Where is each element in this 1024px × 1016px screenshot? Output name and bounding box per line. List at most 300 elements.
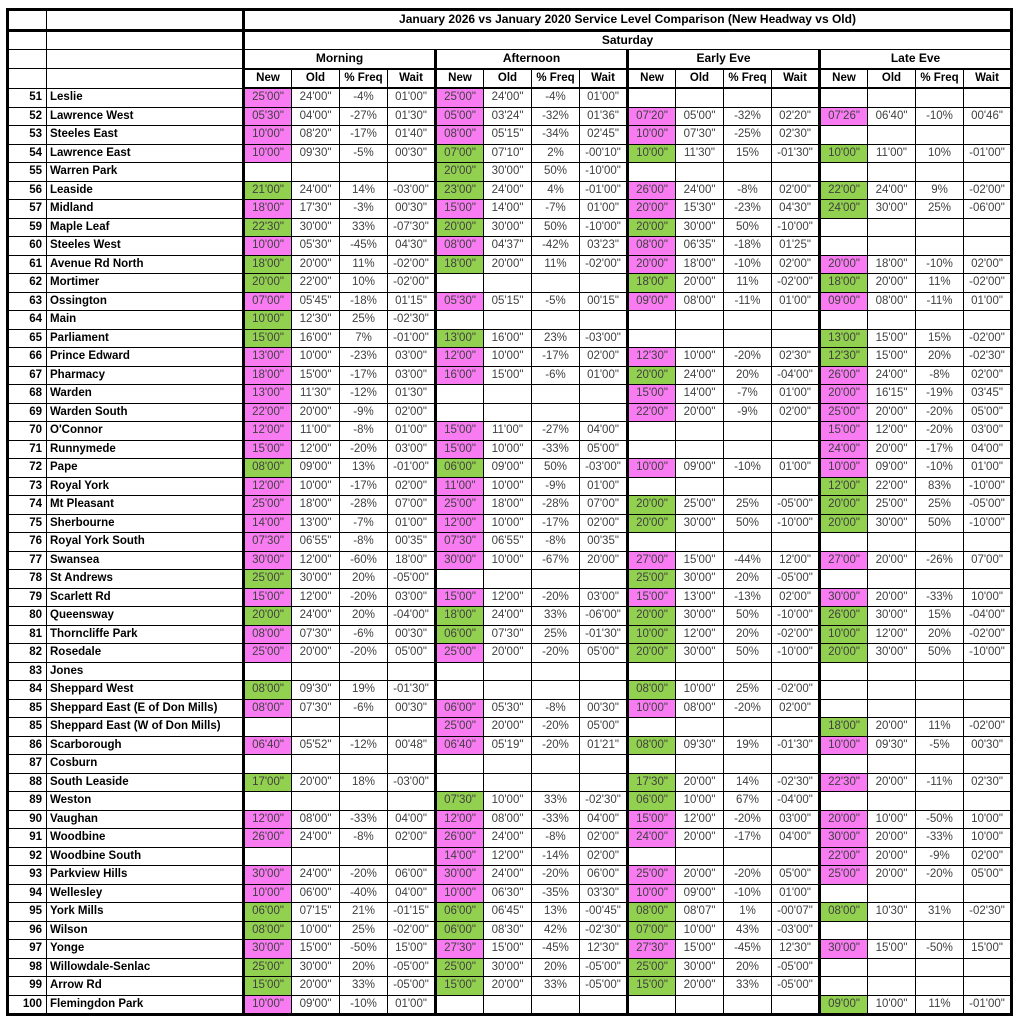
route-number: 66 xyxy=(8,348,47,367)
cell-late-eve-old: 20'00" xyxy=(868,440,916,459)
cell-afternoon-old xyxy=(484,570,532,589)
cell-afternoon-new: 20'00" xyxy=(436,163,484,182)
cell-afternoon-wait: 00'30" xyxy=(580,699,628,718)
cell-late-eve-new: 30'00" xyxy=(820,588,868,607)
cell-early-eve-freq: -10% xyxy=(724,884,772,903)
cell-early-eve-new: 10'00" xyxy=(628,884,676,903)
route-number: 82 xyxy=(8,644,47,663)
route-number: 92 xyxy=(8,847,47,866)
measure-header-late-eve-wait: Wait xyxy=(964,69,1012,89)
cell-early-eve-old: 18'00" xyxy=(676,255,724,274)
cell-early-eve-freq: 50% xyxy=(724,514,772,533)
cell-early-eve-freq xyxy=(724,995,772,1015)
cell-afternoon-old: 24'00" xyxy=(484,88,532,107)
cell-morning-freq: -23% xyxy=(340,348,388,367)
route-number: 85 xyxy=(8,699,47,718)
cell-afternoon-freq xyxy=(532,773,580,792)
title-row xyxy=(8,10,1012,31)
cell-late-eve-freq: -20% xyxy=(916,403,964,422)
cell-afternoon-freq: 23% xyxy=(532,329,580,348)
cell-late-eve-old: 06'40" xyxy=(868,107,916,126)
cell-morning-wait: 00'30" xyxy=(388,625,436,644)
cell-late-eve-new: 27'00" xyxy=(820,551,868,570)
cell-afternoon-wait: 00'35" xyxy=(580,533,628,552)
measure-header-late-eve-old: Old xyxy=(868,69,916,89)
cell-late-eve-new xyxy=(820,311,868,330)
cell-afternoon-freq: -20% xyxy=(532,718,580,737)
cell-afternoon-old: 20'00" xyxy=(484,977,532,996)
cell-afternoon-wait xyxy=(580,570,628,589)
cell-late-eve-freq xyxy=(916,88,964,107)
cell-late-eve-wait: 05'00" xyxy=(964,866,1012,885)
cell-late-eve-wait: 00'30" xyxy=(964,736,1012,755)
service-level-table xyxy=(6,8,1013,1016)
route-number: 69 xyxy=(8,403,47,422)
cell-late-eve-new xyxy=(820,921,868,940)
cell-early-eve-old: 13'00" xyxy=(676,588,724,607)
corner-cell xyxy=(8,69,47,89)
cell-morning-freq xyxy=(340,718,388,737)
cell-morning-wait: 03'00" xyxy=(388,348,436,367)
cell-afternoon-freq: -14% xyxy=(532,847,580,866)
cell-morning-old: 20'00" xyxy=(292,977,340,996)
route-number: 52 xyxy=(8,107,47,126)
route-row xyxy=(8,126,1012,145)
cell-early-eve-new: 15'00" xyxy=(628,810,676,829)
cell-morning-new xyxy=(244,755,292,774)
cell-morning-freq: -8% xyxy=(340,829,388,848)
cell-morning-old: 12'00" xyxy=(292,588,340,607)
route-row xyxy=(8,847,1012,866)
cell-late-eve-new: 24'00" xyxy=(820,200,868,219)
cell-afternoon-new: 06'00" xyxy=(436,459,484,478)
cell-late-eve-wait: -10'00" xyxy=(964,644,1012,663)
cell-afternoon-new: 06'00" xyxy=(436,699,484,718)
route-row xyxy=(8,903,1012,922)
cell-early-eve-old xyxy=(676,847,724,866)
route-name: York Mills xyxy=(47,903,244,922)
cell-early-eve-new: 08'00" xyxy=(628,681,676,700)
cell-afternoon-wait: 04'00" xyxy=(580,422,628,441)
route-number: 86 xyxy=(8,736,47,755)
cell-afternoon-freq: 13% xyxy=(532,903,580,922)
cell-afternoon-wait: 01'36" xyxy=(580,107,628,126)
cell-late-eve-new: 20'00" xyxy=(820,644,868,663)
cell-late-eve-new xyxy=(820,681,868,700)
cell-afternoon-old: 12'00" xyxy=(484,588,532,607)
cell-morning-new: 30'00" xyxy=(244,940,292,959)
route-row xyxy=(8,755,1012,774)
cell-early-eve-new: 10'00" xyxy=(628,144,676,163)
cell-morning-freq: 33% xyxy=(340,218,388,237)
cell-afternoon-wait: 06'00" xyxy=(580,866,628,885)
cell-early-eve-old: 10'00" xyxy=(676,348,724,367)
cell-afternoon-old: 30'00" xyxy=(484,958,532,977)
cell-late-eve-new: 20'00" xyxy=(820,496,868,515)
cell-late-eve-old: 24'00" xyxy=(868,366,916,385)
cell-morning-old: 07'30" xyxy=(292,625,340,644)
route-number: 56 xyxy=(8,181,47,200)
cell-afternoon-old: 03'24" xyxy=(484,107,532,126)
cell-early-eve-freq: 67% xyxy=(724,792,772,811)
cell-afternoon-new: 06'00" xyxy=(436,625,484,644)
cell-late-eve-new xyxy=(820,958,868,977)
cell-afternoon-old: 18'00" xyxy=(484,496,532,515)
cell-afternoon-wait: 05'00" xyxy=(580,644,628,663)
cell-late-eve-wait xyxy=(964,237,1012,256)
cell-late-eve-wait xyxy=(964,884,1012,903)
cell-afternoon-freq: 50% xyxy=(532,163,580,182)
cell-early-eve-new xyxy=(628,311,676,330)
cell-early-eve-new xyxy=(628,163,676,182)
cell-late-eve-freq xyxy=(916,311,964,330)
cell-morning-wait: -03'00" xyxy=(388,181,436,200)
cell-early-eve-new xyxy=(628,477,676,496)
cell-morning-old: 30'00" xyxy=(292,958,340,977)
cell-early-eve-freq xyxy=(724,440,772,459)
cell-early-eve-wait: -02'00" xyxy=(772,625,820,644)
cell-late-eve-wait xyxy=(964,311,1012,330)
cell-late-eve-freq xyxy=(916,699,964,718)
cell-late-eve-wait: -02'00" xyxy=(964,181,1012,200)
cell-late-eve-wait: -02'30" xyxy=(964,903,1012,922)
cell-late-eve-old: 20'00" xyxy=(868,773,916,792)
cell-late-eve-old xyxy=(868,921,916,940)
cell-morning-old: 20'00" xyxy=(292,255,340,274)
cell-morning-new: 12'00" xyxy=(244,477,292,496)
cell-afternoon-wait: -02'00" xyxy=(580,255,628,274)
cell-late-eve-wait xyxy=(964,88,1012,107)
route-row xyxy=(8,477,1012,496)
cell-afternoon-freq xyxy=(532,995,580,1015)
cell-early-eve-old xyxy=(676,88,724,107)
cell-morning-freq: 7% xyxy=(340,329,388,348)
cell-early-eve-old xyxy=(676,329,724,348)
cell-morning-old xyxy=(292,847,340,866)
cell-early-eve-freq xyxy=(724,329,772,348)
cell-late-eve-wait: 01'00" xyxy=(964,459,1012,478)
cell-morning-freq: -45% xyxy=(340,237,388,256)
route-number: 70 xyxy=(8,422,47,441)
cell-late-eve-freq xyxy=(916,681,964,700)
cell-late-eve-new: 20'00" xyxy=(820,810,868,829)
route-row xyxy=(8,866,1012,885)
cell-early-eve-new: 24'00" xyxy=(628,829,676,848)
cell-morning-wait: 00'30" xyxy=(388,144,436,163)
cell-late-eve-freq xyxy=(916,126,964,145)
cell-early-eve-freq: -45% xyxy=(724,940,772,959)
route-name: Leaside xyxy=(47,181,244,200)
cell-morning-old: 20'00" xyxy=(292,644,340,663)
cell-late-eve-wait: 02'30" xyxy=(964,773,1012,792)
cell-afternoon-freq: -8% xyxy=(532,533,580,552)
cell-late-eve-new: 20'00" xyxy=(820,255,868,274)
cell-afternoon-freq: 33% xyxy=(532,977,580,996)
route-name: Midland xyxy=(47,200,244,219)
corner-cell xyxy=(47,10,244,31)
cell-late-eve-wait: 02'00" xyxy=(964,366,1012,385)
cell-afternoon-freq: -17% xyxy=(532,514,580,533)
route-row xyxy=(8,699,1012,718)
cell-afternoon-wait: 12'30" xyxy=(580,940,628,959)
cell-afternoon-new: 15'00" xyxy=(436,440,484,459)
cell-early-eve-old: 09'00" xyxy=(676,459,724,478)
cell-afternoon-old xyxy=(484,311,532,330)
cell-late-eve-new xyxy=(820,533,868,552)
cell-afternoon-wait: -10'00" xyxy=(580,163,628,182)
cell-early-eve-wait: 02'00" xyxy=(772,403,820,422)
cell-late-eve-freq: -10% xyxy=(916,255,964,274)
cell-afternoon-freq: -20% xyxy=(532,588,580,607)
cell-afternoon-freq: -6% xyxy=(532,366,580,385)
route-name: Steeles West xyxy=(47,237,244,256)
cell-afternoon-new: 12'00" xyxy=(436,810,484,829)
cell-early-eve-old: 14'00" xyxy=(676,385,724,404)
cell-afternoon-wait xyxy=(580,385,628,404)
cell-early-eve-new: 07'20" xyxy=(628,107,676,126)
cell-late-eve-new: 26'00" xyxy=(820,366,868,385)
cell-early-eve-old: 12'00" xyxy=(676,810,724,829)
cell-early-eve-old: 25'00" xyxy=(676,496,724,515)
cell-late-eve-wait xyxy=(964,699,1012,718)
cell-afternoon-new: 15'00" xyxy=(436,200,484,219)
cell-late-eve-old xyxy=(868,662,916,681)
cell-late-eve-wait: -02'00" xyxy=(964,625,1012,644)
cell-afternoon-new: 12'00" xyxy=(436,348,484,367)
cell-early-eve-wait: 03'00" xyxy=(772,810,820,829)
route-number: 76 xyxy=(8,533,47,552)
cell-late-eve-freq: 11% xyxy=(916,995,964,1015)
route-name: Sheppard East (E of Don Mills) xyxy=(47,699,244,718)
cell-afternoon-old: 08'00" xyxy=(484,810,532,829)
cell-afternoon-wait: -05'00" xyxy=(580,958,628,977)
route-row xyxy=(8,292,1012,311)
cell-morning-old xyxy=(292,662,340,681)
route-name: Ossington xyxy=(47,292,244,311)
route-number: 99 xyxy=(8,977,47,996)
cell-afternoon-freq xyxy=(532,681,580,700)
cell-afternoon-old: 06'45" xyxy=(484,903,532,922)
cell-late-eve-old: 15'00" xyxy=(868,329,916,348)
cell-early-eve-freq xyxy=(724,163,772,182)
cell-late-eve-old: 20'00" xyxy=(868,588,916,607)
route-number: 95 xyxy=(8,903,47,922)
measure-header-morning-wait: Wait xyxy=(388,69,436,89)
cell-afternoon-freq xyxy=(532,755,580,774)
route-number: 57 xyxy=(8,200,47,219)
cell-afternoon-freq xyxy=(532,662,580,681)
cell-afternoon-wait xyxy=(580,311,628,330)
cell-early-eve-old: 24'00" xyxy=(676,181,724,200)
cell-late-eve-old: 12'00" xyxy=(868,422,916,441)
cell-late-eve-old: 18'00" xyxy=(868,255,916,274)
cell-afternoon-new: 18'00" xyxy=(436,255,484,274)
measure-row xyxy=(8,69,1012,89)
cell-afternoon-old: 20'00" xyxy=(484,644,532,663)
route-number: 51 xyxy=(8,88,47,107)
cell-afternoon-old: 10'00" xyxy=(484,792,532,811)
cell-late-eve-wait: -02'30" xyxy=(964,348,1012,367)
cell-early-eve-freq xyxy=(724,311,772,330)
cell-early-eve-new xyxy=(628,718,676,737)
route-name: Wellesley xyxy=(47,884,244,903)
cell-morning-old: 10'00" xyxy=(292,921,340,940)
measure-header-late-eve-freq: % Freq xyxy=(916,69,964,89)
cell-early-eve-old: 24'00" xyxy=(676,366,724,385)
cell-early-eve-wait: -02'30" xyxy=(772,773,820,792)
cell-afternoon-freq: -33% xyxy=(532,440,580,459)
cell-morning-freq: 20% xyxy=(340,607,388,626)
cell-morning-old: 16'00" xyxy=(292,329,340,348)
cell-morning-freq: -33% xyxy=(340,810,388,829)
cell-morning-wait: 04'00" xyxy=(388,884,436,903)
cell-afternoon-freq: 50% xyxy=(532,218,580,237)
cell-late-eve-wait xyxy=(964,570,1012,589)
cell-afternoon-old: 30'00" xyxy=(484,218,532,237)
cell-early-eve-old: 06'35" xyxy=(676,237,724,256)
measure-header-afternoon-wait: Wait xyxy=(580,69,628,89)
cell-early-eve-wait: -05'00" xyxy=(772,958,820,977)
cell-early-eve-wait: 04'30" xyxy=(772,200,820,219)
cell-morning-new: 12'00" xyxy=(244,810,292,829)
cell-morning-wait: 04'30" xyxy=(388,237,436,256)
cell-afternoon-old: 15'00" xyxy=(484,366,532,385)
cell-late-eve-new: 26'00" xyxy=(820,607,868,626)
cell-early-eve-new xyxy=(628,995,676,1015)
cell-afternoon-old: 05'19" xyxy=(484,736,532,755)
cell-morning-freq: -9% xyxy=(340,403,388,422)
cell-late-eve-new: 08'00" xyxy=(820,903,868,922)
cell-morning-new: 22'00" xyxy=(244,403,292,422)
cell-late-eve-freq: -33% xyxy=(916,588,964,607)
cell-morning-old: 09'30" xyxy=(292,144,340,163)
measure-header-early-eve-freq: % Freq xyxy=(724,69,772,89)
cell-early-eve-new: 15'00" xyxy=(628,385,676,404)
cell-morning-freq: -20% xyxy=(340,588,388,607)
cell-early-eve-old: 20'00" xyxy=(676,403,724,422)
cell-early-eve-old: 09'30" xyxy=(676,736,724,755)
cell-morning-new: 10'00" xyxy=(244,884,292,903)
cell-late-eve-old: 20'00" xyxy=(868,274,916,293)
route-name: Scarborough xyxy=(47,736,244,755)
cell-afternoon-freq: 33% xyxy=(532,792,580,811)
route-row xyxy=(8,163,1012,182)
route-name: South Leaside xyxy=(47,773,244,792)
cell-late-eve-wait xyxy=(964,755,1012,774)
cell-afternoon-new xyxy=(436,773,484,792)
cell-morning-old: 20'00" xyxy=(292,403,340,422)
cell-afternoon-freq: -20% xyxy=(532,866,580,885)
cell-early-eve-freq: 25% xyxy=(724,496,772,515)
route-row xyxy=(8,385,1012,404)
cell-late-eve-freq: -17% xyxy=(916,440,964,459)
cell-morning-wait: 01'40" xyxy=(388,126,436,145)
cell-late-eve-new xyxy=(820,218,868,237)
cell-early-eve-new: 07'00" xyxy=(628,921,676,940)
route-row xyxy=(8,218,1012,237)
cell-morning-freq: -7% xyxy=(340,514,388,533)
cell-late-eve-wait xyxy=(964,662,1012,681)
cell-morning-new: 15'00" xyxy=(244,329,292,348)
cell-early-eve-new: 27'00" xyxy=(628,551,676,570)
route-row xyxy=(8,884,1012,903)
route-name: Vaughan xyxy=(47,810,244,829)
cell-morning-freq: -20% xyxy=(340,644,388,663)
cell-afternoon-new: 07'30" xyxy=(436,792,484,811)
cell-late-eve-wait: 10'00" xyxy=(964,829,1012,848)
cell-morning-freq xyxy=(340,163,388,182)
route-name: Rosedale xyxy=(47,644,244,663)
route-number: 64 xyxy=(8,311,47,330)
cell-afternoon-old: 20'00" xyxy=(484,718,532,737)
cell-afternoon-new: 20'00" xyxy=(436,218,484,237)
cell-late-eve-new: 18'00" xyxy=(820,718,868,737)
cell-late-eve-freq: 20% xyxy=(916,625,964,644)
cell-early-eve-old xyxy=(676,440,724,459)
cell-morning-wait: -03'00" xyxy=(388,773,436,792)
cell-afternoon-freq: 2% xyxy=(532,144,580,163)
route-number: 54 xyxy=(8,144,47,163)
cell-afternoon-wait: 00'15" xyxy=(580,292,628,311)
cell-late-eve-old: 20'00" xyxy=(868,866,916,885)
cell-afternoon-freq: -32% xyxy=(532,107,580,126)
cell-late-eve-old: 24'00" xyxy=(868,181,916,200)
cell-afternoon-wait: 01'00" xyxy=(580,477,628,496)
route-row xyxy=(8,348,1012,367)
cell-late-eve-old xyxy=(868,958,916,977)
cell-morning-old xyxy=(292,755,340,774)
cell-early-eve-old: 11'30" xyxy=(676,144,724,163)
cell-early-eve-wait: -00'07" xyxy=(772,903,820,922)
cell-morning-new: 12'00" xyxy=(244,422,292,441)
route-row xyxy=(8,607,1012,626)
cell-late-eve-freq: 25% xyxy=(916,496,964,515)
cell-early-eve-new: 25'00" xyxy=(628,570,676,589)
cell-afternoon-new: 30'00" xyxy=(436,866,484,885)
cell-late-eve-freq: 83% xyxy=(916,477,964,496)
cell-early-eve-wait: -04'00" xyxy=(772,366,820,385)
measure-header-early-eve-wait: Wait xyxy=(772,69,820,89)
cell-morning-new: 08'00" xyxy=(244,921,292,940)
corner-cell xyxy=(47,69,244,89)
cell-early-eve-freq: -20% xyxy=(724,866,772,885)
route-name: Willowdale-Senlac xyxy=(47,958,244,977)
cell-late-eve-old xyxy=(868,533,916,552)
cell-afternoon-wait: 03'23" xyxy=(580,237,628,256)
cell-morning-wait: 01'00" xyxy=(388,422,436,441)
cell-afternoon-freq xyxy=(532,385,580,404)
cell-late-eve-freq: -10% xyxy=(916,459,964,478)
route-row xyxy=(8,940,1012,959)
cell-early-eve-wait: 01'00" xyxy=(772,459,820,478)
cell-late-eve-new: 30'00" xyxy=(820,940,868,959)
route-row xyxy=(8,736,1012,755)
cell-early-eve-old xyxy=(676,533,724,552)
cell-early-eve-new: 12'30" xyxy=(628,348,676,367)
cell-morning-new: 20'00" xyxy=(244,607,292,626)
cell-late-eve-old xyxy=(868,699,916,718)
cell-morning-wait: 01'00" xyxy=(388,88,436,107)
cell-afternoon-old: 05'30" xyxy=(484,699,532,718)
cell-morning-new: 20'00" xyxy=(244,274,292,293)
cell-late-eve-freq: -9% xyxy=(916,847,964,866)
cell-late-eve-old: 08'00" xyxy=(868,292,916,311)
cell-afternoon-wait: 05'00" xyxy=(580,440,628,459)
cell-afternoon-freq xyxy=(532,311,580,330)
cell-late-eve-old: 10'30" xyxy=(868,903,916,922)
route-row xyxy=(8,496,1012,515)
cell-afternoon-old xyxy=(484,995,532,1015)
